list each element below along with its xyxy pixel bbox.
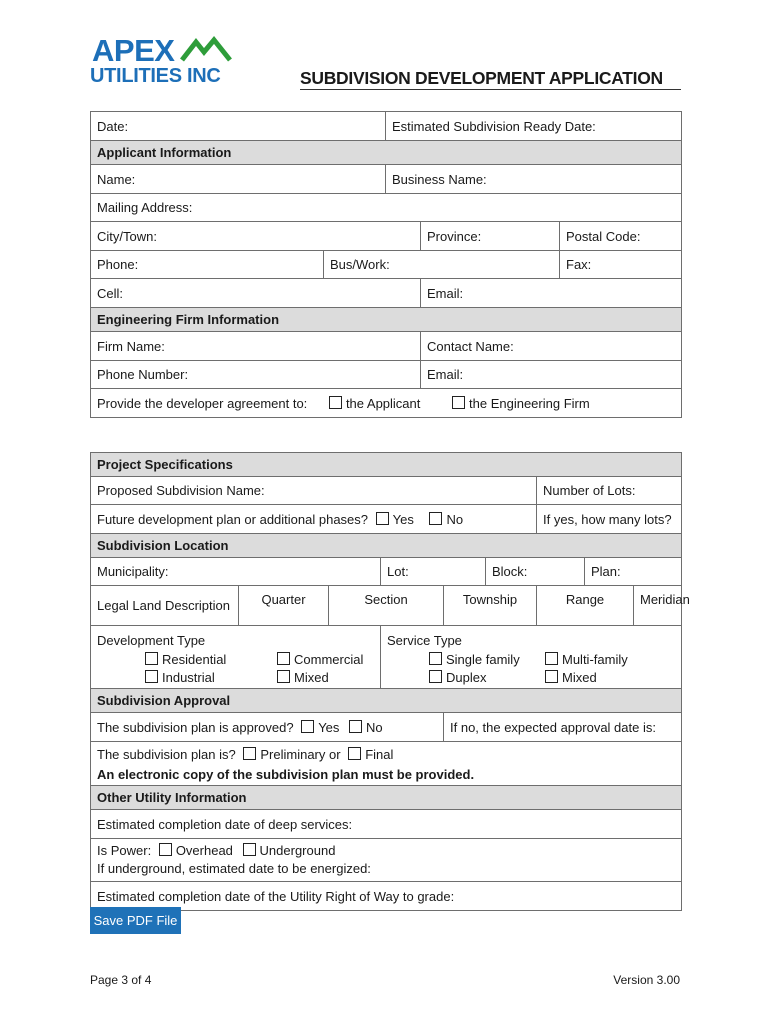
phone-number-field[interactable]: Phone Number: — [91, 361, 421, 389]
business-name-field[interactable]: Business Name: — [386, 165, 682, 194]
deep-services-field[interactable]: Estimated completion date of deep services: — [91, 810, 682, 839]
multi-family-checkbox[interactable] — [545, 652, 558, 665]
mixed-dev-checkbox[interactable] — [277, 670, 290, 683]
applicant-form-table — [90, 111, 682, 418]
how-many-lots-field[interactable]: If yes, how many lots? — [537, 505, 682, 534]
duplex-label: Duplex — [446, 669, 487, 685]
firm-name-field[interactable]: Firm Name: — [91, 332, 421, 361]
future-development-label: Future development plan or additional phases? — [97, 511, 369, 527]
logo-line2: UTILITIES INC — [90, 65, 221, 87]
logo-line1: APEX — [92, 33, 175, 68]
approved-question: The subdivision plan is approved? — [97, 719, 294, 735]
section-field[interactable]: Section — [329, 586, 444, 626]
mountain-icon — [180, 36, 232, 64]
approved-yes-checkbox[interactable] — [301, 720, 314, 733]
final-checkbox[interactable] — [348, 747, 361, 760]
overhead-label: Overhead — [175, 843, 233, 858]
underground-label: Underground — [259, 843, 336, 858]
applicant-option-label: the Applicant — [345, 395, 421, 411]
page-title: SUBDIVISION DEVELOPMENT APPLICATION — [300, 68, 663, 88]
range-field[interactable]: Range — [537, 586, 634, 626]
single-family-checkbox[interactable] — [429, 652, 442, 665]
version-label: Version 3.00 — [613, 973, 680, 987]
project-form-table — [90, 452, 690, 911]
future-development-row — [91, 505, 537, 534]
residential-label: Residential — [162, 651, 227, 667]
plan-field[interactable]: Plan: — [585, 558, 682, 586]
duplex-checkbox[interactable] — [429, 670, 442, 683]
approval-section-header: Subdivision Approval — [91, 689, 682, 713]
expected-approval-date-field[interactable]: If no, the expected approval date is: — [444, 713, 682, 742]
final-label: Final — [365, 747, 394, 762]
plan-status-question: The subdivision plan is? — [97, 747, 236, 762]
service-type-cell — [381, 626, 682, 689]
commercial-checkbox[interactable] — [277, 652, 290, 665]
electronic-copy-note: An electronic copy of the subdivision plan must be provided. — [97, 767, 475, 782]
engineering-option-label: the Engineering Firm — [469, 395, 590, 411]
preliminary-checkbox[interactable] — [243, 747, 256, 760]
meridian-field[interactable]: Meridian — [634, 586, 682, 626]
residential-checkbox[interactable] — [145, 652, 158, 665]
province-field[interactable]: Province: — [421, 222, 560, 251]
commercial-label: Commercial — [294, 651, 364, 667]
ready-date-field[interactable]: Estimated Subdivision Ready Date: — [386, 112, 682, 141]
lot-field[interactable]: Lot: — [381, 558, 486, 586]
company-logo — [90, 34, 240, 86]
future-no-checkbox[interactable] — [429, 512, 442, 525]
approved-yes-label: Yes — [318, 719, 340, 735]
mailing-address-field[interactable]: Mailing Address: — [91, 194, 682, 222]
block-field[interactable]: Block: — [486, 558, 585, 586]
engineering-email-field[interactable]: Email: — [421, 361, 682, 389]
email-field[interactable]: Email: — [421, 279, 682, 308]
quarter-field[interactable]: Quarter — [239, 586, 329, 626]
agreement-label: Provide the developer agreement to: — [97, 395, 308, 411]
overhead-checkbox[interactable] — [159, 843, 172, 856]
municipality-field[interactable]: Municipality: — [91, 558, 381, 586]
multi-family-label: Multi-family — [562, 651, 628, 667]
single-family-label: Single family — [446, 651, 520, 667]
applicant-checkbox[interactable] — [329, 396, 342, 409]
agreement-row — [91, 389, 682, 418]
page-number: Page 3 of 4 — [90, 973, 152, 987]
development-type-label: Development Type — [97, 633, 206, 648]
is-power-label: Is Power: — [97, 843, 152, 858]
service-type-label: Service Type — [387, 633, 462, 648]
title-divider — [300, 89, 681, 90]
approved-no-label: No — [366, 719, 383, 735]
save-pdf-button[interactable]: Save PDF File — [90, 907, 181, 934]
other-utility-section-header: Other Utility Information — [91, 786, 682, 810]
preliminary-label: Preliminary or — [260, 747, 341, 762]
bus-work-field[interactable]: Bus/Work: — [324, 251, 560, 279]
legal-land-description-label: Legal Land Description — [91, 586, 239, 626]
postal-code-field[interactable]: Postal Code: — [560, 222, 682, 251]
name-field[interactable]: Name: — [91, 165, 386, 194]
industrial-checkbox[interactable] — [145, 670, 158, 683]
number-of-lots-field[interactable]: Number of Lots: — [537, 477, 682, 505]
mixed-service-checkbox[interactable] — [545, 670, 558, 683]
power-cell — [91, 839, 682, 882]
city-field[interactable]: City/Town: — [91, 222, 421, 251]
proposed-name-field[interactable]: Proposed Subdivision Name: — [91, 477, 537, 505]
mixed-dev-label: Mixed — [294, 669, 329, 685]
development-type-cell — [91, 626, 381, 689]
right-of-way-field[interactable]: Estimated completion date of the Utility Right of Way to grade: — [91, 882, 682, 911]
date-field[interactable]: Date: — [91, 112, 386, 141]
future-yes-checkbox[interactable] — [376, 512, 389, 525]
future-yes-label: Yes — [392, 511, 414, 527]
contact-name-field[interactable]: Contact Name: — [421, 332, 682, 361]
engineering-section-header: Engineering Firm Information — [91, 308, 682, 332]
engineering-firm-checkbox[interactable] — [452, 396, 465, 409]
phone-field[interactable]: Phone: — [91, 251, 324, 279]
township-field[interactable]: Township — [444, 586, 537, 626]
cell-field[interactable]: Cell: — [91, 279, 421, 308]
mixed-service-label: Mixed — [562, 669, 597, 685]
underground-checkbox[interactable] — [243, 843, 256, 856]
industrial-label: Industrial — [162, 669, 215, 685]
energized-date-field[interactable]: If underground, estimated date to be energized: — [97, 861, 371, 876]
applicant-section-header: Applicant Information — [91, 141, 682, 165]
project-section-header: Project Specifications — [91, 453, 682, 477]
future-no-label: No — [446, 511, 464, 527]
fax-field[interactable]: Fax: — [560, 251, 682, 279]
location-section-header: Subdivision Location — [91, 534, 682, 558]
approved-row — [91, 713, 444, 742]
plan-status-cell — [91, 742, 682, 786]
approved-no-checkbox[interactable] — [349, 720, 362, 733]
